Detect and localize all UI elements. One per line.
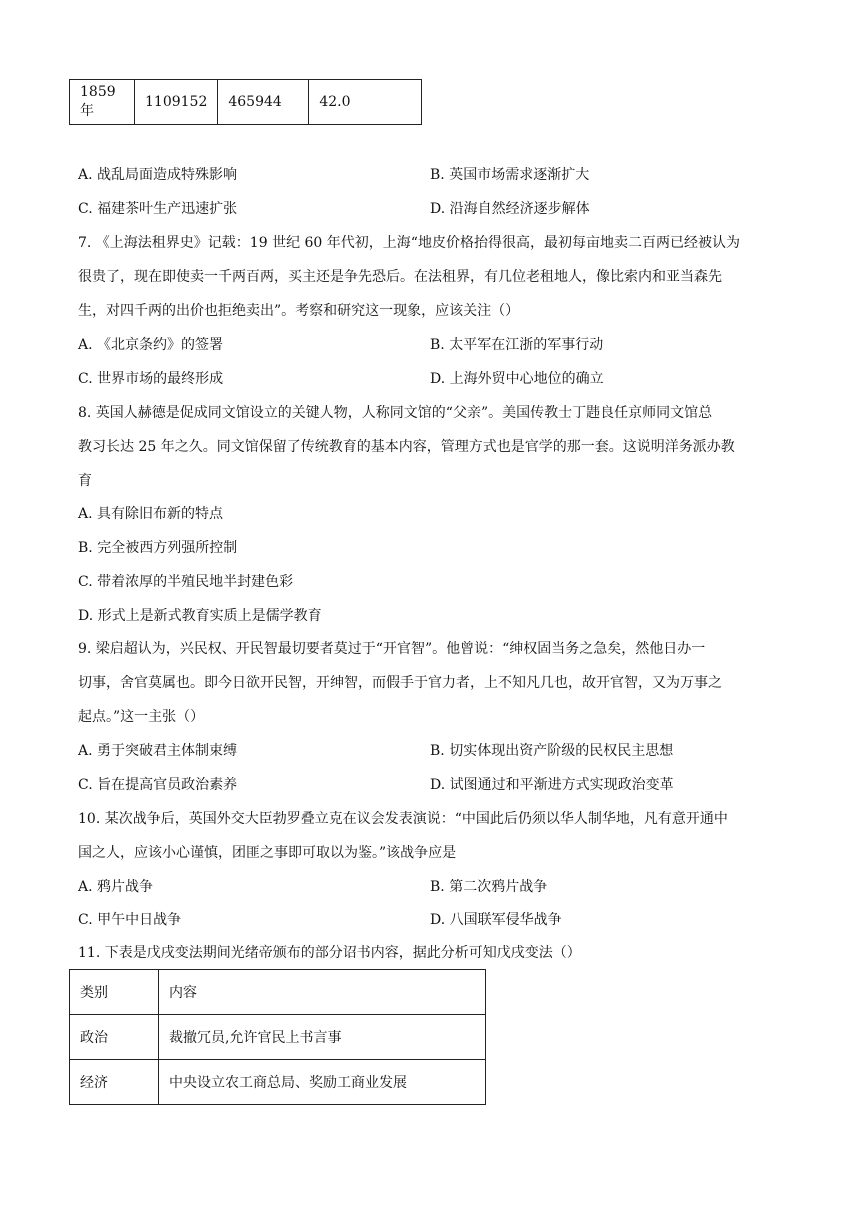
q9-stem-line: 切事，舍官莫属也。即今日欲开民智，开绅智，而假手于官力者，上不知凡几也，故开官智，又为万事之 xyxy=(78,675,722,691)
q6-option-d[interactable]: D. 沿海自然经济逐步解体 xyxy=(430,201,590,217)
q6-options-row-1 xyxy=(78,165,778,185)
q7-option-a[interactable]: A. 《北京条约》的签署 xyxy=(78,337,224,353)
table-cell: 中央设立农工商总局、奖励工商业发展 xyxy=(159,1060,486,1105)
q10-option-a[interactable]: A. 鸦片战争 xyxy=(78,879,154,895)
q7-option-c[interactable]: C. 世界市场的最终形成 xyxy=(78,371,224,387)
q7-stem-line: 很贵了，现在即使卖一千两百两，买主还是争先恐后。在法租界，有几位老租地人，像比索内和亚当森先 xyxy=(78,269,722,285)
q7-options-row-2 xyxy=(78,369,778,389)
q8-stem-line: 育 xyxy=(78,473,92,489)
table-row xyxy=(70,1060,486,1105)
q7-stem-line: 7. 《上海法租界史》记载：19 世纪 60 年代初，上海“地皮价格抬得很高，最初每亩地卖二百两已经被认为 xyxy=(78,235,740,251)
q10-option-d[interactable]: D. 八国联军侵华战争 xyxy=(430,912,562,928)
q8-stem-line: 教习长达 25 年之久。同文馆保留了传统教育的基本内容，管理方式也是官学的那一套。这说明洋务派办教 xyxy=(78,439,735,455)
q6-option-a[interactable]: A. 战乱局面造成特殊影响 xyxy=(78,167,238,183)
q7-stem-line: 生，对四千两的出价也拒绝卖出”。考察和研究这一现象，应该关注（） xyxy=(78,303,520,319)
q9-option-c[interactable]: C. 旨在提高官员政治素养 xyxy=(78,777,238,793)
q10-option-b[interactable]: B. 第二次鸦片战争 xyxy=(430,879,548,895)
table-header-content: 内容 xyxy=(159,970,486,1015)
q8-stem-line: 8. 英国人赫德是促成同文馆设立的关键人物，人称同文馆的“父亲”。美国传教士丁韪良任京师同文馆总 xyxy=(78,405,713,421)
q6-option-b[interactable]: B. 英国市场需求逐渐扩大 xyxy=(430,167,590,183)
q10-stem-line: 10. 某次战争后，英国外交大臣勃罗叠立克在议会发表演说：“中国此后仍须以华人制华地，凡有意开通中 xyxy=(78,811,728,827)
table-cell: 1859年 xyxy=(70,80,135,125)
q9-stem-line: 起点。”这一主张（） xyxy=(78,709,205,725)
table-cell: 裁撤冗员,允许官民上书言事 xyxy=(159,1015,486,1060)
q9-options-row-1 xyxy=(78,741,778,761)
q8-option-d[interactable]: D. 形式上是新式教育实质上是儒学教育 xyxy=(78,608,322,624)
edict-table xyxy=(69,969,486,1105)
q9-option-b[interactable]: B. 切实体现出资产阶级的民权民主思想 xyxy=(430,743,674,759)
q8-option-b[interactable]: B. 完全被西方列强所控制 xyxy=(78,540,238,556)
table-cell: 政治 xyxy=(70,1015,159,1060)
table-row xyxy=(70,80,422,125)
q10-options-row-2 xyxy=(78,910,778,930)
q7-option-b[interactable]: B. 太平军在江浙的军事行动 xyxy=(430,337,604,353)
q10-stem-line: 国之人，应该小心谨慎，团匪之事即可取以为鉴。”该战争应是 xyxy=(78,845,457,861)
q6-option-c[interactable]: C. 福建茶叶生产迅速扩张 xyxy=(78,201,238,217)
q10-options-row-1 xyxy=(78,877,778,897)
table-row xyxy=(70,1015,486,1060)
q8-option-c[interactable]: C. 带着浓厚的半殖民地半封建色彩 xyxy=(78,574,294,590)
table-cell: 465944 xyxy=(218,80,309,125)
q10-option-c[interactable]: C. 甲午中日战争 xyxy=(78,912,182,928)
table-header-category: 类别 xyxy=(70,970,159,1015)
q9-options-row-2 xyxy=(78,775,778,795)
q11-stem-line: 11. 下表是戊戌变法期间光绪帝颁布的部分诏书内容，据此分析可知戊戌变法（） xyxy=(78,945,581,961)
q7-options-row-1 xyxy=(78,335,778,355)
q9-option-d[interactable]: D. 试图通过和平渐进方式实现政治变革 xyxy=(430,777,674,793)
q7-option-d[interactable]: D. 上海外贸中心地位的确立 xyxy=(430,371,604,387)
data-table-top xyxy=(69,79,422,125)
table-header-row xyxy=(70,970,486,1015)
table-cell: 经济 xyxy=(70,1060,159,1105)
table-cell: 1109152 xyxy=(135,80,218,125)
q6-options-row-2 xyxy=(78,199,778,219)
q9-stem-line: 9. 梁启超认为，兴民权、开民智最切要者莫过于“开官智”。他曾说：“绅权固当务之急矣，然他日办一 xyxy=(78,641,706,657)
q9-option-a[interactable]: A. 勇于突破君主体制束缚 xyxy=(78,743,238,759)
q8-option-a[interactable]: A. 具有除旧布新的特点 xyxy=(78,506,224,522)
table-cell: 42.0 xyxy=(309,80,422,125)
